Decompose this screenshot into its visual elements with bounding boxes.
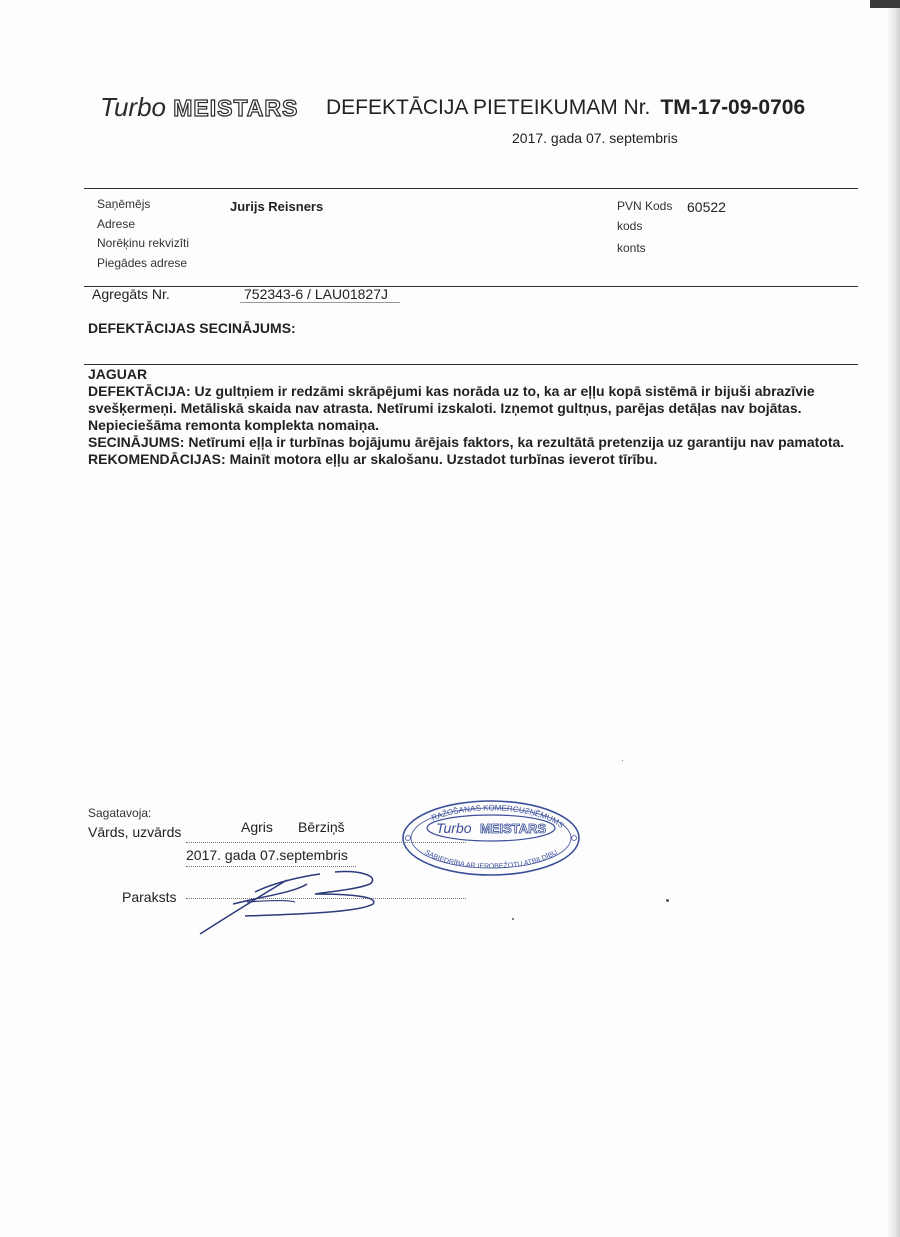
vehicle-brand: JAGUAR — [88, 366, 148, 382]
defektacija-text: DEFEKTĀCIJA: Uz gultņiem ir redzāmi skrāpējumi kas norāda uz to, ka ar eļļu kopā sistēmā ir bijuši abrazīvie svešķermeņi. Metāliskā skaida nav atrasta. Netīrumi izskaloti. Izņemot gultņus, parējas detāļas nav bojātas. Nepieciešāma remonta komplekta nomaiņa. — [88, 383, 815, 433]
label-piegades: Piegādes adrese — [97, 256, 188, 270]
handwritten-signature — [195, 862, 390, 942]
label-norekinu: Norēķinu rekvizīti — [97, 236, 190, 250]
label-kods: kods — [617, 219, 643, 233]
divider-body — [84, 364, 858, 365]
label-konts: konts — [617, 241, 646, 255]
scan-speck — [512, 918, 514, 920]
document-number: TM-17-09-0706 — [660, 96, 806, 119]
scan-corner — [870, 0, 900, 8]
company-stamp — [400, 798, 582, 878]
conclusion-body — [88, 366, 868, 468]
name-label: Vārds, uzvārds — [88, 824, 182, 840]
scan-speck — [666, 899, 669, 902]
document-title — [326, 96, 805, 120]
divider-aggregate — [84, 286, 858, 287]
stamp-bottom-text: SABIEDRĪBA AR IEROBEŽOTU ATBILDĪBU — [423, 848, 559, 871]
label-sanemejs: Saņēmējs — [97, 197, 151, 211]
divider-top — [84, 188, 858, 189]
logo-turbo: Turbo — [100, 92, 166, 122]
page-edge-shadow — [886, 0, 900, 1237]
stamp-top-text: RAŽOŠANAS KOMERCUZŅĒMUMS — [430, 803, 566, 830]
title-text: DEFEKTĀCIJA PIETEIKUMAM Nr. — [326, 96, 651, 119]
label-pvn: PVN Kods — [617, 199, 673, 213]
recipient-name: Jurijs Reisners — [230, 199, 324, 214]
aggregate-label: Agregāts Nr. — [92, 286, 170, 302]
secinajums-text: SECINĀJUMS: Netīrumi eļļa ir turbīnas bojājumu ārējais faktors, ka rezultātā pretenzija uz garantiju nav pamatota. — [88, 434, 845, 450]
document-date: 2017. gada 07. septembris — [512, 130, 678, 146]
stamp-star-right-icon — [572, 836, 577, 841]
last-name: Bērziņš — [298, 819, 345, 835]
pvn-value: 60522 — [687, 199, 726, 215]
svg-text:SABIEDRĪBA AR IEROBEŽOTU ATBIL — [424, 849, 559, 870]
scan-speck — [622, 760, 623, 761]
conclusion-title: DEFEKTĀCIJAS SECINĀJUMS: — [88, 320, 296, 336]
stamp-turbo: Turbo — [436, 820, 472, 836]
signature-date: 2017. gada 07.septembris — [186, 847, 348, 863]
prepared-label: Sagatavoja: — [88, 806, 152, 820]
aggregate-underline — [240, 302, 400, 303]
sign-label: Paraksts — [122, 889, 177, 905]
company-logo — [100, 92, 298, 123]
stamp-star-left-icon — [406, 836, 411, 841]
aggregate-value: 752343-6 / LAU01827J — [244, 286, 388, 302]
rekomendacijas-text: REKOMENDĀCIJAS: Mainīt motora eļļu ar skalošanu. Uzstadot turbīnas ieverot tīrību. — [88, 451, 658, 467]
stamp-meistars: MEISTARS — [480, 821, 547, 836]
logo-meistars: MEISTARS — [173, 95, 299, 121]
first-name: Agris — [241, 819, 273, 835]
label-adrese: Adrese — [97, 217, 136, 231]
